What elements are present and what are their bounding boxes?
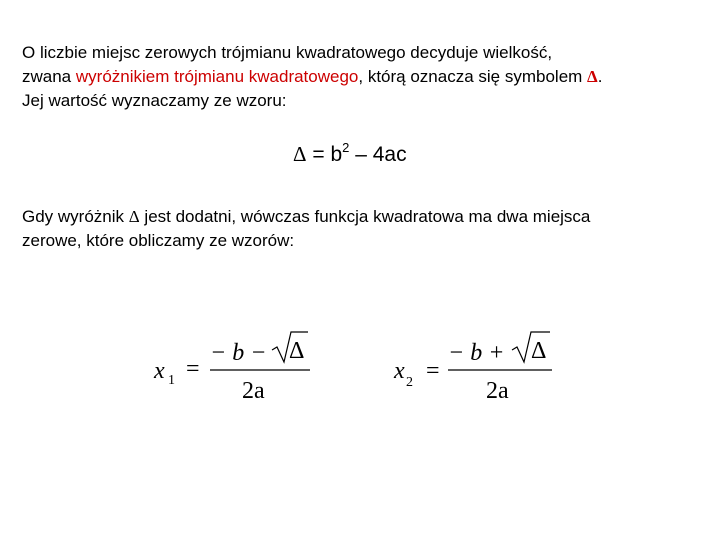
intro-line-2-start: zwana: [22, 67, 76, 86]
x2-formula-graphic: [388, 322, 588, 412]
x2-variable: x: [394, 358, 405, 384]
discriminant-formula: [293, 140, 407, 167]
positive-case-line-2: zerowe, które obliczamy ze wzorów:: [22, 231, 295, 250]
intro-line-2-end: .: [597, 67, 603, 86]
positive-case-line-1: [22, 205, 590, 229]
x1-denominator: 2a: [242, 378, 265, 404]
x1-numerator-start: − b −: [210, 340, 267, 366]
intro-line-2-middle: , którą oznacza się symbolem: [358, 67, 588, 86]
intro-line-2: [22, 65, 602, 89]
positive-case-delta-symbol: Δ: [128, 207, 140, 226]
x2-denominator: 2a: [486, 378, 509, 404]
x1-root-argument: Δ: [289, 338, 305, 364]
intro-paragraph: [22, 41, 602, 113]
x2-equals: =: [426, 358, 440, 384]
x2-subscript: 2: [406, 375, 413, 390]
formula-rest: – 4ac: [349, 143, 407, 166]
x1-equals: =: [186, 356, 200, 382]
x1-root-formula: [148, 322, 348, 412]
x1-formula-graphic: [148, 322, 348, 412]
delta-symbol: Δ: [587, 67, 598, 86]
x2-root-argument: Δ: [531, 338, 547, 364]
intro-line-1: O liczbie miejsc zerowych trójmianu kwadratowego decyduje wielkość,: [22, 43, 553, 62]
x2-root-formula: [388, 322, 588, 412]
x1-subscript: 1: [168, 373, 175, 388]
formula-eq-b: = b: [306, 143, 343, 166]
positive-case-start: Gdy wyróżnik: [22, 207, 129, 226]
positive-case-rest: jest dodatni, wówczas funkcja kwadratowa ma dwa miejsca: [139, 207, 591, 226]
x1-variable: x: [154, 358, 165, 384]
formula-delta-symbol: Δ: [293, 142, 307, 166]
intro-line-3: Jej wartość wyznaczamy ze wzoru:: [22, 91, 287, 110]
positive-case-paragraph: [22, 205, 590, 253]
formula-exponent: 2: [342, 140, 350, 155]
discriminant-term: wyróżnikiem trójmianu kwadratowego: [75, 67, 359, 86]
x2-numerator-start: − b +: [448, 340, 505, 366]
